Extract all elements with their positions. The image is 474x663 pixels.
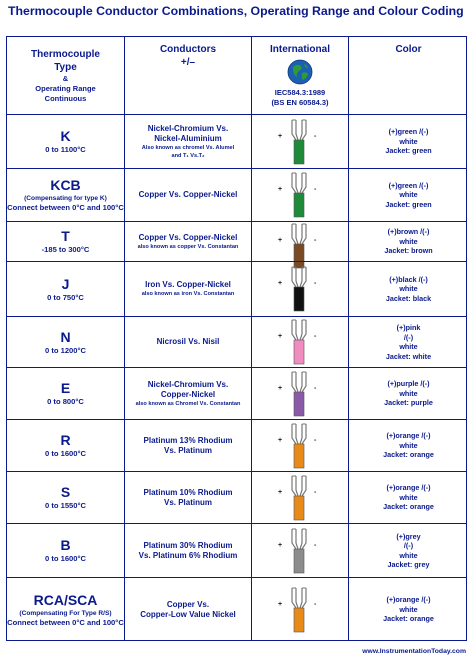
color-cell (349, 524, 468, 577)
color-line: white (399, 190, 418, 200)
table-row (7, 523, 466, 577)
thermocouple-connector-icon (280, 318, 320, 366)
plus-label: + (278, 280, 283, 287)
thermocouple-connector-icon (280, 586, 320, 634)
conductor-line: Platinum 30% Rhodium (143, 540, 233, 550)
connector-cell (252, 262, 348, 316)
header-color-label: Color (395, 44, 422, 55)
color-line: white (399, 440, 418, 450)
minus-label: - (314, 600, 317, 608)
type-code: J (61, 275, 70, 292)
color-line: Jacket: black (385, 293, 432, 303)
connector-graphic (280, 265, 320, 313)
conductor-note: Also known as chromel Vs. Alumel (141, 144, 235, 151)
color-line: /(-) (403, 541, 414, 550)
color-line: white (399, 236, 418, 246)
table-row (7, 471, 466, 523)
conductor-line: Nickel-Aluminium (154, 133, 222, 143)
connector-graphic (280, 318, 320, 366)
color-line: white (399, 492, 418, 502)
color-cell (349, 222, 468, 261)
color-line: Jacket: orange (383, 450, 434, 460)
color-line: white (399, 550, 418, 560)
thermocouple-connector-icon (280, 265, 320, 313)
header-conductors-label: Conductors (159, 44, 217, 55)
plus-label: + (278, 436, 283, 444)
type-cell (7, 578, 124, 641)
plus-label: + (278, 333, 283, 340)
conductors-cell (125, 169, 251, 221)
color-line: white (399, 136, 418, 146)
type-cell (7, 317, 124, 367)
color-cell (349, 420, 468, 471)
type-code: R (60, 432, 71, 448)
header-type-label: & (62, 73, 69, 83)
table-row (7, 221, 466, 261)
color-line: Jacket: orange (383, 614, 434, 624)
conductor-line: Vs. Platinum (163, 445, 212, 455)
header-conductors-label: +/– (180, 57, 196, 68)
header-type-label: Thermocouple (31, 48, 100, 60)
type-cell (7, 472, 124, 523)
color-line: white (399, 388, 418, 398)
type-cell (7, 420, 124, 471)
plus-label: + (278, 132, 283, 140)
conductors-cell (125, 317, 251, 367)
conductor-line: Nickel-Chromium Vs. (147, 123, 229, 133)
thermocouple-table (6, 36, 467, 641)
color-line: Jacket: orange (383, 502, 434, 512)
conductor-line: Platinum 10% Rhodium (143, 487, 233, 497)
minus-label: - (314, 384, 317, 392)
minus-label: - (314, 541, 317, 549)
type-cell (7, 524, 124, 577)
connector-graphic (280, 474, 320, 522)
header-international-label: International (269, 44, 330, 55)
color-cell (349, 169, 468, 221)
plus-label: + (278, 186, 283, 193)
conductor-line: Copper Vs. Copper-Nickel (138, 190, 238, 199)
table-row (7, 114, 466, 168)
conductors-cell (125, 578, 251, 641)
plus-label: + (278, 600, 283, 608)
operating-range: 0 to 1600°C (44, 449, 87, 458)
thermocouple-connector-icon (280, 474, 320, 522)
conductor-line: Copper Vs. (166, 599, 210, 609)
color-line: white (399, 284, 418, 294)
operating-range: -185 to 300°C (41, 245, 90, 254)
operating-range: 0 to 750°C (47, 292, 84, 302)
color-line: (+)green /(-) (388, 180, 429, 190)
type-code: B (60, 537, 71, 553)
conductor-note: also known as copper Vs. Constantan (137, 243, 239, 250)
conductor-line: Copper-Low Value Nickel (140, 609, 236, 619)
type-code: N (60, 328, 71, 345)
conductors-cell (125, 222, 251, 261)
color-line: (+)green /(-) (388, 127, 429, 137)
connector-graphic (280, 422, 320, 470)
conductors-cell (125, 420, 251, 471)
color-line: white (399, 342, 418, 351)
globe-icon (287, 59, 313, 85)
header-conductors (125, 37, 251, 114)
color-line: Jacket: brown (384, 246, 433, 256)
conductor-line: Vs. Platinum (163, 497, 212, 507)
operating-range: Connect between 0°C and 100°C (7, 617, 124, 627)
conductors-cell (125, 472, 251, 523)
color-line: Jacket: purple (384, 398, 433, 408)
operating-range: 0 to 800°C (47, 397, 84, 406)
header-international (252, 37, 348, 114)
footer-url[interactable]: www.InstrumentationToday.com (362, 648, 466, 655)
color-line: Jacket: grey (387, 560, 430, 569)
connector-cell (252, 524, 348, 577)
connector-graphic (280, 118, 320, 166)
type-note: (Compensating For Type R/S) (19, 609, 112, 617)
header-standard: IEC584.3:1989 (274, 88, 326, 97)
connector-cell (252, 115, 348, 168)
color-cell (349, 262, 468, 316)
color-line: Jacket: white (385, 351, 432, 361)
connector-graphic (280, 370, 320, 418)
color-line: (+)orange /(-) (386, 431, 431, 441)
type-code: K (60, 128, 71, 144)
color-line: white (399, 604, 418, 614)
minus-label: - (314, 132, 317, 140)
conductor-note: also known as iron Vs. Constantan (141, 291, 235, 297)
connector-cell (252, 472, 348, 523)
color-line: (+)black /(-) (389, 274, 428, 284)
color-line: (+)pink (396, 323, 421, 332)
color-line: (+)purple /(-) (387, 379, 430, 389)
plus-label: + (278, 384, 283, 392)
color-cell (349, 317, 468, 367)
color-cell (349, 368, 468, 419)
color-line: Jacket: green (385, 146, 432, 156)
color-cell (349, 578, 468, 641)
connector-cell (252, 317, 348, 367)
color-line: (+)brown /(-) (387, 227, 430, 237)
minus-label: - (314, 488, 317, 496)
minus-label: - (314, 333, 317, 340)
conductor-line: Nicrosil Vs. Nisil (156, 337, 220, 346)
connector-cell (252, 222, 348, 261)
conductors-cell (125, 115, 251, 168)
minus-label: - (314, 436, 317, 444)
conductor-line: Platinum 13% Rhodium (143, 435, 233, 445)
type-code: T (61, 228, 70, 244)
color-line: Jacket: green (385, 199, 432, 209)
color-line: (+)orange /(-) (386, 483, 431, 493)
thermocouple-connector-icon (280, 118, 320, 166)
type-note: (Compensating for type K) (24, 195, 107, 202)
minus-label: - (314, 280, 317, 287)
conductors-cell (125, 368, 251, 419)
connector-cell (252, 578, 348, 641)
thermocouple-connector-icon (280, 370, 320, 418)
type-cell (7, 222, 124, 261)
table-row (7, 367, 466, 419)
connector-cell (252, 169, 348, 221)
conductors-cell (125, 262, 251, 316)
operating-range: 0 to 1200°C (44, 345, 87, 355)
table-row (7, 316, 466, 367)
table-row (7, 261, 466, 316)
type-code: RCA/SCA (33, 591, 98, 608)
color-line: /(-) (403, 332, 414, 342)
header-type-label: Type (54, 61, 77, 73)
conductor-line: Vs. Platinum 6% Rhodium (138, 550, 238, 560)
header-type (7, 37, 124, 114)
connector-graphic (280, 222, 320, 261)
minus-label: - (314, 237, 317, 244)
conductor-note: also known as Chromel Vs. Constantan (135, 400, 241, 407)
plus-label: + (278, 541, 283, 549)
header-color (349, 37, 468, 114)
conductor-note: and T₁ Vs.T₂ (171, 152, 205, 159)
connector-cell (252, 368, 348, 419)
operating-range: 0 to 1550°C (44, 501, 87, 510)
type-cell (7, 115, 124, 168)
header-type-label: Operating Range (35, 83, 96, 93)
page-title: Thermocouple Conductor Combinations, Operating Range and Colour Coding (8, 4, 464, 18)
table-row (7, 577, 466, 641)
thermocouple-connector-icon (280, 422, 320, 470)
header-standard: (BS EN 60584.3) (271, 98, 329, 107)
header-type-label: Continuous (44, 93, 87, 103)
connector-graphic (280, 527, 320, 575)
operating-range: 0 to 1100°C (45, 145, 86, 154)
table-row (7, 168, 466, 221)
conductor-line: Nickel-Chromium Vs. (147, 379, 229, 389)
type-code: S (60, 484, 71, 500)
type-cell (7, 262, 124, 316)
operating-range: 0 to 1600°C (44, 554, 87, 563)
color-line: (+)orange /(-) (386, 595, 431, 605)
color-cell (349, 115, 468, 168)
header-row (7, 37, 466, 114)
operating-range: Connect between 0°C and 100°C (7, 203, 124, 212)
connector-graphic (280, 171, 320, 219)
plus-label: + (278, 488, 283, 496)
conductors-cell (125, 524, 251, 577)
minus-label: - (314, 186, 317, 193)
conductor-line: Copper-Nickel (160, 389, 216, 399)
color-line: (+)grey (396, 531, 421, 541)
table-row (7, 419, 466, 471)
color-cell (349, 472, 468, 523)
thermocouple-connector-icon (280, 171, 320, 219)
connector-graphic (280, 586, 320, 634)
type-cell (7, 169, 124, 221)
type-code: KCB (50, 177, 81, 193)
type-code: E (60, 380, 71, 396)
plus-label: + (278, 237, 283, 244)
type-cell (7, 368, 124, 419)
conductor-line: Copper Vs. Copper-Nickel (138, 232, 238, 242)
connector-cell (252, 420, 348, 471)
thermocouple-connector-icon (280, 527, 320, 575)
conductor-line: Iron Vs. Copper-Nickel (145, 280, 231, 289)
